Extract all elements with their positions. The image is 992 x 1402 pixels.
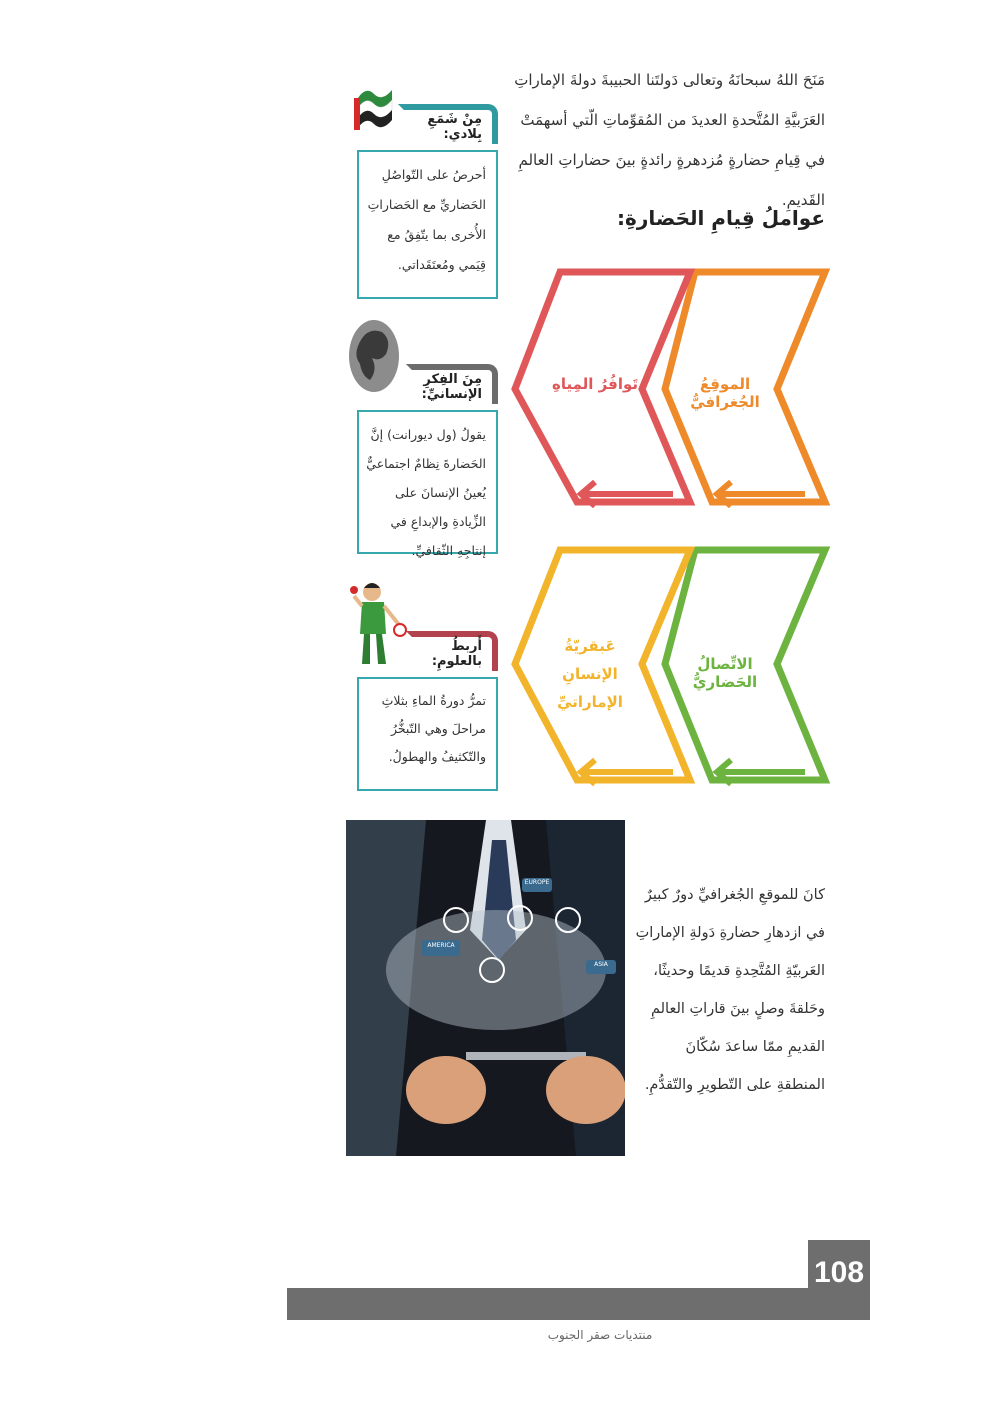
geography-paragraph: كانَ للموقعِ الجُغرافيِّ دورٌ كبيرٌ في ازدهارِ حضارةِ دَولةِ الإماراتِ العَربيّةِ المُتَّحِدةِ قديمًا وحديثًا، وحَلقةَ وصلٍ بينَ قاراتِ العالمِ القديمِ ممّا ساعدَ سُكّانَ المنطقةِ على التّطويرِ والتّقدُّمِ. [635, 887, 825, 1093]
factors-diagram [505, 262, 840, 802]
side-box-human-thought-body: يقولُ (ول ديورانت) إنَّ الحَضارةَ نِظامٌ اجتماعيٌّ يُعينُ الإنسانَ على الزِّيادةِ والإبداعِ في إنتاجِهِ الثّقافيِّ. [366, 427, 486, 558]
uae-flag-icon [352, 78, 398, 134]
footer-bar [287, 1288, 870, 1320]
photo-label-europe: EUROPE [524, 879, 550, 886]
scientist-icon [350, 578, 408, 670]
side-box-human-thought [357, 372, 498, 558]
factor-label-genius: عَبقريّةُ الإنسانِ الإماراتيِّ [557, 637, 623, 711]
photo-label-asia: ASIA [594, 961, 608, 968]
intro-paragraph: مَنَحَ اللهُ سبحانَهُ وتعالى دَولتَنا الحبيبةَ دولةَ الإماراتِ العَرَبيَّةِ المُتَّحدةِ العديدَ من المُقوِّماتِ الّتي أسهمَتْ في قِيامِ حضارةٍ مُزدهرةٍ رائدةٍ بينَ حضاراتِ العالمِ القَديمِ. [514, 71, 825, 209]
page-number: 108 [808, 1240, 870, 1296]
thinker-statue-icon [348, 318, 400, 394]
business-map-photo [346, 820, 625, 1156]
factor-label-geographic: الموقِعُ الجُغرافيُّ [690, 375, 760, 411]
side-box-heritage [357, 112, 498, 299]
side-box-science-title: أَربطُ بالعلومِ: [406, 631, 498, 671]
side-box-science-body: تمرُّ دورةُ الماءِ بثلاثِ مراحلَ وهي التّبخُّرُ والتّكثيفُ والهطولُ. [381, 693, 486, 764]
credit-text: منتديات صقر الجنوب [547, 1328, 653, 1342]
side-box-heritage-body: أحرصُ على التّواصُلِ الحَضاريِّ مع الحَضاراتِ الأُخرى بما يتّفِقُ مع قِيَمي ومُعتَقَداتي. [367, 167, 486, 272]
side-box-science [357, 639, 498, 791]
factor-label-water: تَوافُرُ المِياهِ [552, 375, 638, 393]
section-title: عواملُ قِيامِ الحَضارةِ: [617, 206, 825, 230]
side-box-heritage-title: مِنْ شَمَعِ بِلادي: [398, 104, 498, 144]
side-box-human-thought-title: مِنَ الفِكرِ الإنسانيِّ: [406, 364, 498, 404]
photo-illustration [346, 820, 625, 1156]
factor-label-contact: الاتِّصالُ الحَضاريُّ [692, 655, 758, 691]
photo-label-america: AMERICA [427, 942, 455, 949]
